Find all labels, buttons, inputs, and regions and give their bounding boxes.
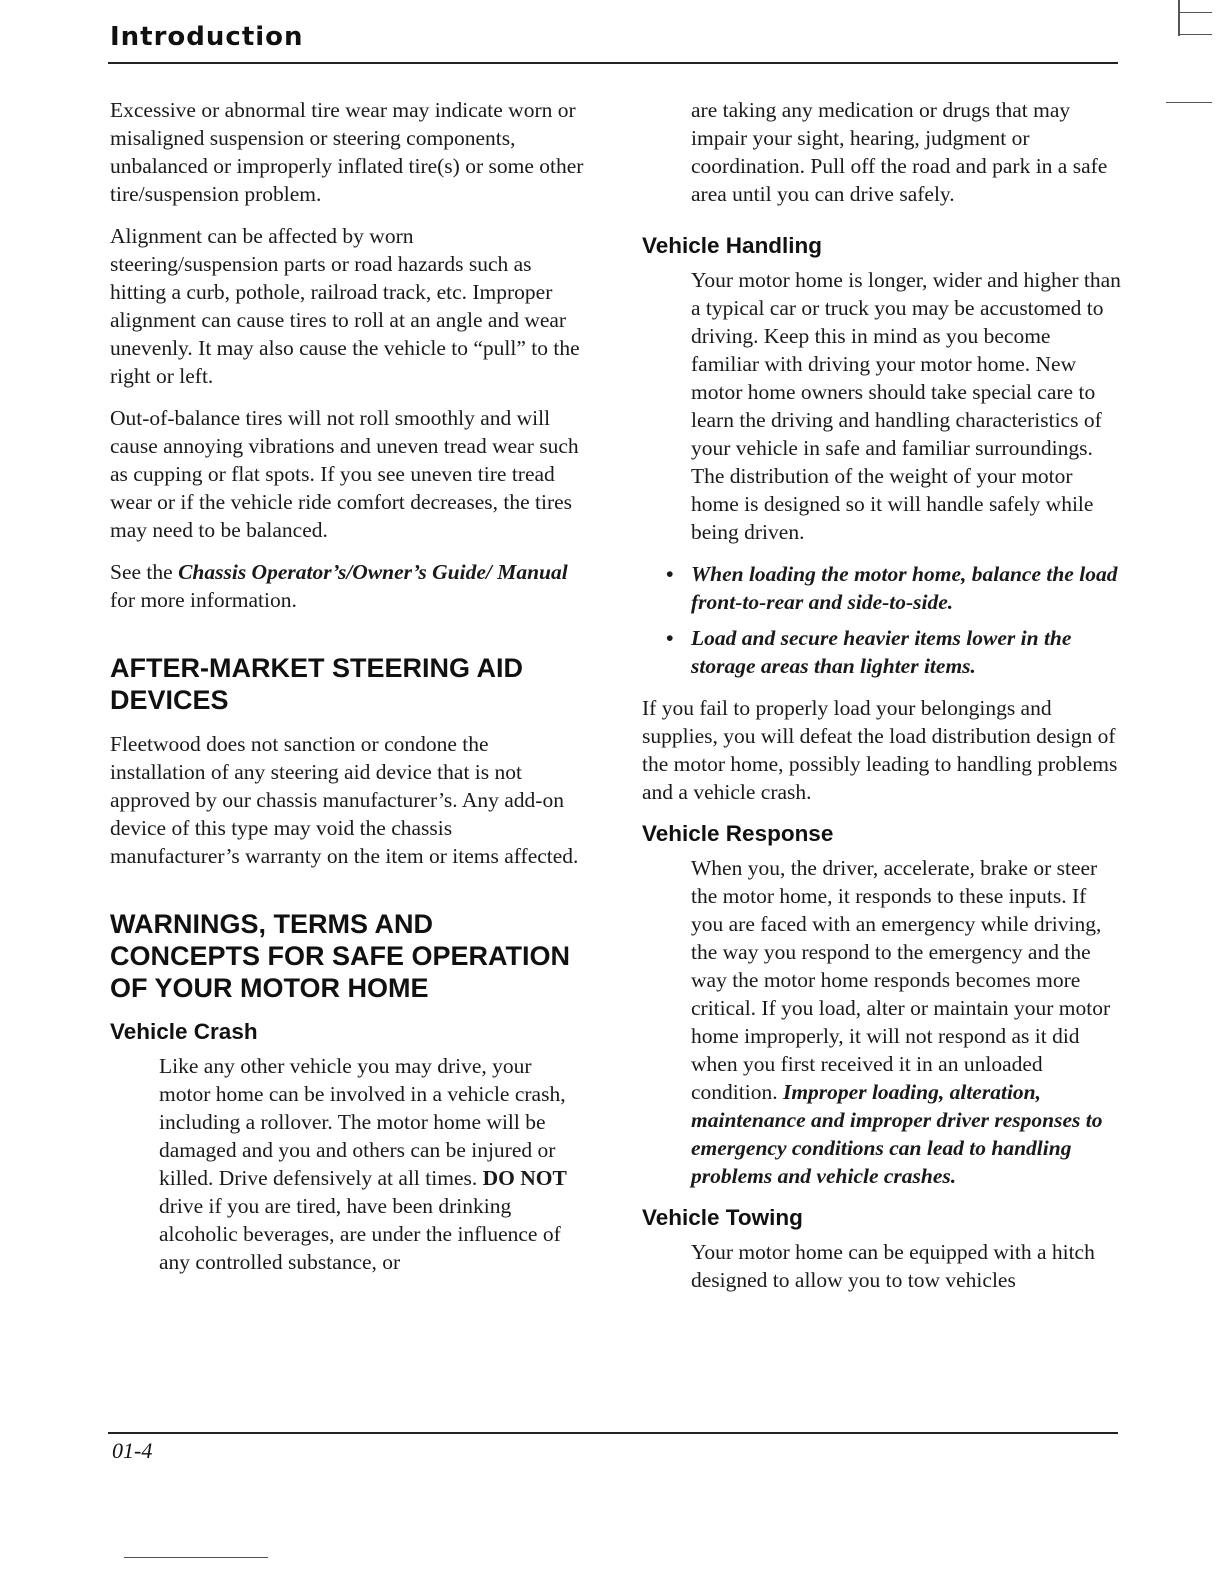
paragraph-steering-aid: Fleetwood does not sanction or condone the installation of any steering aid device that is not approved by our chassis manufacturer’s. Any add-on device of this type may void the chassis manufacturer’s warranty on the item or items affected. xyxy=(110,732,579,868)
paragraph-vehicle-crash xyxy=(159,1052,585,1276)
left-column xyxy=(110,96,585,1290)
crash-do-not-emphasis: DO NOT xyxy=(482,1166,567,1190)
bullet-balance-load-text: When loading the motor home, balance the load front-to-rear and side-to-side. xyxy=(691,562,1118,614)
heading-steering-aid-devices: AFTER-MARKET STEERING AID DEVICES xyxy=(110,653,523,715)
corner-crop-mark xyxy=(1178,0,1180,36)
paragraph-vehicle-response xyxy=(691,854,1122,1190)
bullet-balance-load xyxy=(642,560,1122,616)
header-rule xyxy=(108,62,1118,64)
see-manual-prefix: See the xyxy=(110,560,179,584)
paragraph-tire-wear: Excessive or abnormal tire wear may indicate worn or misaligned suspension or steering components, unbalanced or improperly inflated tire(s) or some other tire/suspension problem. xyxy=(110,98,584,206)
heading-vehicle-handling: Vehicle Handling xyxy=(642,233,823,258)
heading-vehicle-crash: Vehicle Crash xyxy=(110,1019,258,1044)
paragraph-vehicle-towing: Your motor home can be equipped with a hitch designed to allow you to tow vehicles xyxy=(691,1240,1095,1292)
right-column xyxy=(642,96,1122,1308)
page-number: 01-4 xyxy=(112,1438,153,1463)
heading-warnings-terms-concepts: WARNINGS, TERMS AND CONCEPTS FOR SAFE OPERATION OF YOUR MOTOR HOME xyxy=(110,909,571,1003)
corner-crop-mark-bottom xyxy=(1178,34,1212,35)
response-text: When you, the driver, accelerate, brake or steer the motor home, it responds to these inputs. If you are faced with an emergency while driving, the way you respond to the emergency and the way the motor home responds becomes more critical. If you load, alter or maintain your motor home improperly, it will not respond as it did when you first received it in an unloaded condition. xyxy=(691,856,1111,1104)
paragraph-vehicle-handling: Your motor home is longer, wider and higher than a typical car or truck you may be accustomed to driving. Keep this in mind as you become familiar with driving your motor home. New motor home owners should take special care to learn the driving and handling characteristics of your vehicle in safe and familiar surroundings. The distribution of the weight of your motor home is designed so it will handle safely while being driven. xyxy=(691,268,1121,544)
response-warning-emphasis: Improper loading, alteration, maintenance and improper driver responses to emergency conditions can lead to handling problems and vehicle crashes. xyxy=(691,1080,1103,1188)
paragraph-see-manual xyxy=(110,558,585,614)
bullet-secure-heavier-items xyxy=(642,624,1122,680)
corner-crop-mark-top xyxy=(1178,12,1212,13)
paragraph-alignment: Alignment can be affected by worn steering/suspension parts or road hazards such as hitting a curb, pothole, railroad track, etc. Improper alignment can cause tires to roll at an angle and wear unevenly. It may also cause the vehicle to “pull” to the right or left. xyxy=(110,224,580,388)
edge-tab-mark xyxy=(1166,102,1212,103)
footer-rule xyxy=(108,1432,1118,1434)
handling-bullet-list xyxy=(642,560,1122,680)
bullet-secure-heavier-items-text: Load and secure heavier items lower in the storage areas than lighter items. xyxy=(691,626,1072,678)
see-manual-suffix: for more information. xyxy=(110,588,297,612)
bullet-icon: • xyxy=(666,626,674,650)
heading-vehicle-response: Vehicle Response xyxy=(642,821,834,846)
chassis-manual-reference: Chassis Operator’s/Owner’s Guide/ Manual xyxy=(178,560,568,584)
bullet-icon: • xyxy=(666,562,674,586)
crash-text-start: Like any other vehicle you may drive, your motor home can be involved in a vehicle crash, including a rollover. The motor home will be damaged and you and others can be injured or killed. Drive defensively at all times. xyxy=(159,1054,566,1190)
paragraph-load-distribution: If you fail to properly load your belongings and supplies, you will defeat the load distribution design of the motor home, possibly leading to handling problems and a vehicle crash. xyxy=(642,696,1118,804)
paragraph-crash-continued: are taking any medication or drugs that may impair your sight, hearing, judgment or coordination. Pull off the road and park in a safe area until you can drive safely. xyxy=(691,98,1108,206)
paragraph-balance: Out-of-balance tires will not roll smoothly and will cause annoying vibrations and uneven tread wear such as cupping or flat spots. If you see uneven tire tread wear or if the vehicle ride comfort decreases, the tires may need to be balanced. xyxy=(110,406,579,542)
crash-text-end: drive if you are tired, have been drinking alcoholic beverages, are under the influence of any controlled substance, or xyxy=(159,1194,561,1274)
bottom-scan-mark xyxy=(124,1557,268,1558)
heading-vehicle-towing: Vehicle Towing xyxy=(642,1205,803,1230)
page-header-title: Introduction xyxy=(110,22,304,52)
